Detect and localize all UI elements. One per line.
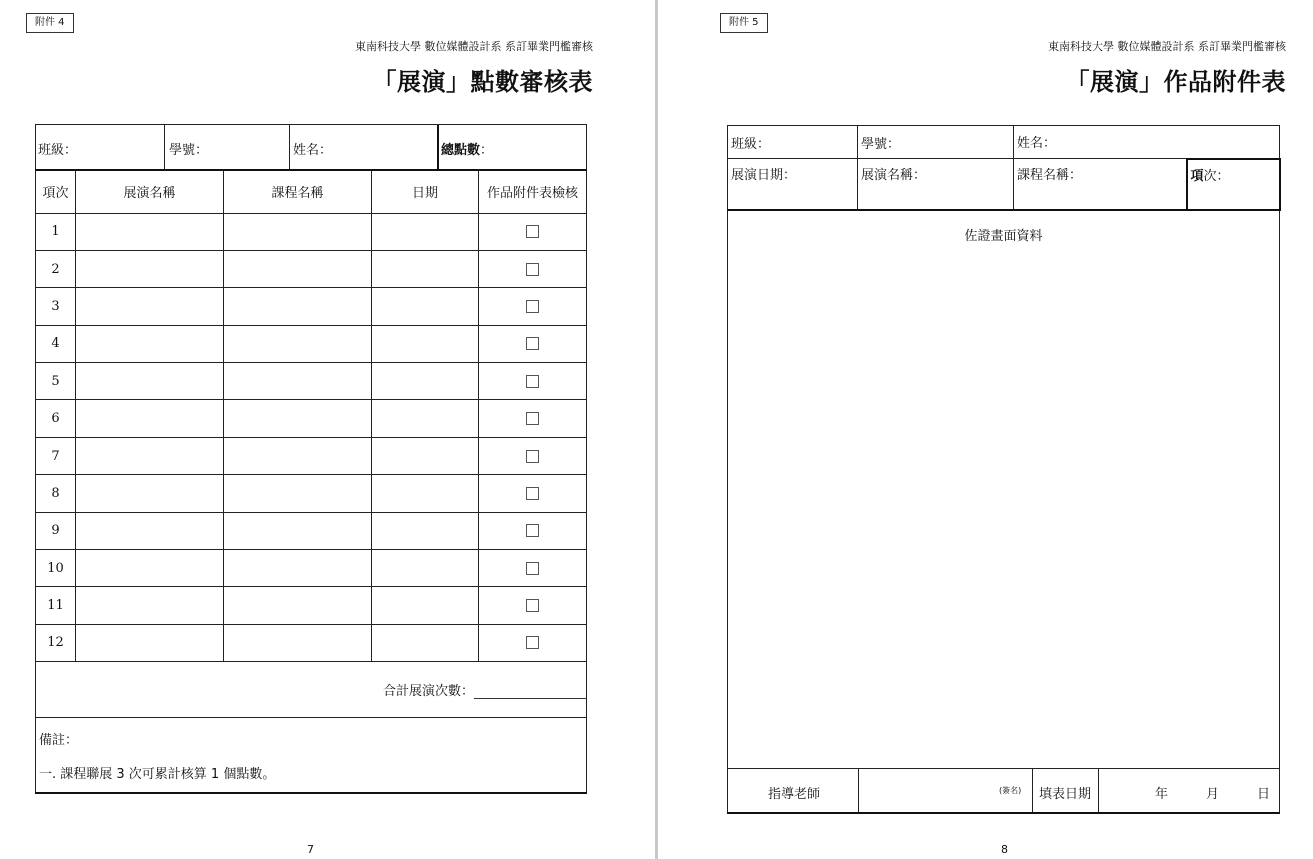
header-item-no: 項次: [36, 170, 76, 213]
table-row: [36, 512, 587, 549]
table-row: [36, 363, 587, 400]
attachment-check-cell: [479, 363, 587, 400]
day-label: 日: [1257, 787, 1271, 802]
month-label: 月: [1206, 787, 1220, 802]
page-right: [658, 0, 1313, 859]
class-label: 班級：: [728, 126, 858, 159]
total-row: [36, 662, 587, 718]
total-points-label: 總點數：: [441, 143, 494, 158]
page-title: 「展演」點數審核表: [372, 68, 593, 96]
table-row: [36, 437, 587, 474]
exhibit-name-cell[interactable]: [76, 213, 224, 250]
exhibit-name-cell[interactable]: [76, 475, 224, 512]
table-row: [36, 213, 587, 250]
remark-note: 一. 課程聯展 3 次可累計核算 1 個點數。: [39, 767, 276, 783]
row-number: 4: [36, 325, 76, 362]
row-number: 7: [36, 437, 76, 474]
fill-date-label: 填表日期: [1039, 787, 1092, 802]
class-label: 班級：: [38, 143, 78, 158]
table-row: [36, 288, 587, 325]
table-row: [36, 325, 587, 362]
exhibit-name-cell[interactable]: [76, 587, 224, 624]
table-row: [36, 587, 587, 624]
total-label: 合計展演次數：: [383, 684, 475, 700]
exhibit-name-cell[interactable]: [76, 288, 224, 325]
course-name-cell[interactable]: [224, 512, 372, 549]
attachment-check-cell: [479, 550, 587, 587]
date-cell[interactable]: [372, 550, 479, 587]
student-id-label: 學號：: [858, 126, 1014, 159]
date-cell[interactable]: [372, 587, 479, 624]
attachment-table: [727, 125, 1281, 814]
student-info-row: [36, 125, 587, 171]
remarks-label: 備註：: [39, 733, 79, 749]
attachment-check-cell: [479, 475, 587, 512]
attachment-check-cell: [479, 213, 587, 250]
name-label: 姓名：: [1014, 126, 1280, 159]
page-title: 「展演」作品附件表: [1065, 68, 1286, 96]
attachment-tag: 附件 5: [720, 13, 768, 33]
course-name-cell[interactable]: [224, 624, 372, 661]
exhibit-name-cell[interactable]: [76, 400, 224, 437]
exhibit-name-cell[interactable]: [76, 550, 224, 587]
checkbox[interactable]: [526, 263, 539, 276]
org-line: 東南科技大學 數位媒體設計系 系訂畢業門檻審核: [1048, 40, 1286, 53]
exhibit-name-cell[interactable]: [76, 624, 224, 661]
row-number: 3: [36, 288, 76, 325]
checkbox[interactable]: [526, 487, 539, 500]
checkbox[interactable]: [526, 599, 539, 612]
header-row: [36, 170, 587, 213]
attachment-check-cell: [479, 587, 587, 624]
course-name-cell[interactable]: [224, 325, 372, 362]
attachment-check-cell: [479, 512, 587, 549]
row-number: 2: [36, 250, 76, 287]
student-id-label: 學號：: [169, 143, 209, 158]
course-name-cell[interactable]: [224, 587, 372, 624]
checkbox[interactable]: [526, 412, 539, 425]
date-cell[interactable]: [372, 213, 479, 250]
page-left: [0, 0, 655, 859]
table-row: [36, 550, 587, 587]
points-review-table: [35, 124, 587, 794]
date-cell[interactable]: [372, 325, 479, 362]
header-date: 日期: [372, 170, 479, 213]
attachment-check-cell: [479, 624, 587, 661]
date-cell[interactable]: [372, 437, 479, 474]
year-label: 年: [1155, 787, 1169, 802]
row-number: 10: [36, 550, 76, 587]
advisor-label: 指導老師: [768, 787, 821, 802]
page-number: 8: [1001, 843, 1008, 856]
exhibit-name-cell[interactable]: [76, 437, 224, 474]
remarks-cell: [36, 718, 587, 794]
evidence-label: 佐證畫面資料: [964, 228, 1043, 244]
exhibit-name-cell[interactable]: [76, 325, 224, 362]
course-name-cell[interactable]: [224, 550, 372, 587]
attachment-check-cell: [479, 400, 587, 437]
date-cell[interactable]: [372, 512, 479, 549]
checkbox[interactable]: [526, 300, 539, 313]
course-name-cell[interactable]: [224, 437, 372, 474]
table-row: [36, 400, 587, 437]
footer-row: [728, 769, 1280, 814]
checkbox[interactable]: [526, 562, 539, 575]
checkbox[interactable]: [526, 450, 539, 463]
row-number: 8: [36, 475, 76, 512]
date-cell[interactable]: [372, 475, 479, 512]
course-name-cell[interactable]: [224, 363, 372, 400]
checkbox[interactable]: [526, 375, 539, 388]
org-line: 東南科技大學 數位媒體設計系 系訂畢業門檻審核: [355, 40, 593, 53]
exhibit-name-cell[interactable]: [76, 512, 224, 549]
exhibit-date-label: 展演日期：: [728, 159, 858, 210]
row-number: 1: [36, 213, 76, 250]
date-cell[interactable]: [372, 363, 479, 400]
table-row: [36, 475, 587, 512]
table-body: [36, 213, 587, 662]
course-name-cell[interactable]: [224, 288, 372, 325]
header-attachment-check: 作品附件表檢核: [479, 170, 587, 213]
item-label: 項次：: [1187, 159, 1280, 210]
checkbox[interactable]: [526, 225, 539, 238]
checkbox[interactable]: [526, 636, 539, 649]
date-cell[interactable]: [372, 250, 479, 287]
checkbox[interactable]: [526, 524, 539, 537]
checkbox[interactable]: [526, 337, 539, 350]
table-row: [36, 250, 587, 287]
attachment-check-cell: [479, 325, 587, 362]
name-label: 姓名：: [293, 143, 333, 158]
attachment-check-cell: [479, 437, 587, 474]
evidence-area: [728, 210, 1280, 769]
page-number: 7: [307, 843, 314, 856]
course-name-cell[interactable]: [224, 213, 372, 250]
header-course-name: 課程名稱: [224, 170, 372, 213]
attachment-check-cell: [479, 250, 587, 287]
header-exhibit-name: 展演名稱: [76, 170, 224, 213]
date-cell[interactable]: [372, 288, 479, 325]
course-name-label: 課程名稱：: [1014, 159, 1187, 210]
row-number: 9: [36, 512, 76, 549]
course-name-cell[interactable]: [224, 400, 372, 437]
table-row: [36, 624, 587, 661]
row-number: 6: [36, 400, 76, 437]
attachment-check-cell: [479, 288, 587, 325]
course-name-cell[interactable]: [224, 475, 372, 512]
attachment-tag: 附件 4: [26, 13, 74, 33]
date-cell[interactable]: [372, 624, 479, 661]
total-blank[interactable]: [474, 686, 586, 699]
signature-hint: (簽名): [999, 786, 1022, 795]
exhibit-name-cell[interactable]: [76, 250, 224, 287]
course-name-cell[interactable]: [224, 250, 372, 287]
date-cell[interactable]: [372, 400, 479, 437]
row-number: 5: [36, 363, 76, 400]
exhibit-name-label: 展演名稱：: [858, 159, 1014, 210]
row-number: 12: [36, 624, 76, 661]
row-number: 11: [36, 587, 76, 624]
exhibit-name-cell[interactable]: [76, 363, 224, 400]
